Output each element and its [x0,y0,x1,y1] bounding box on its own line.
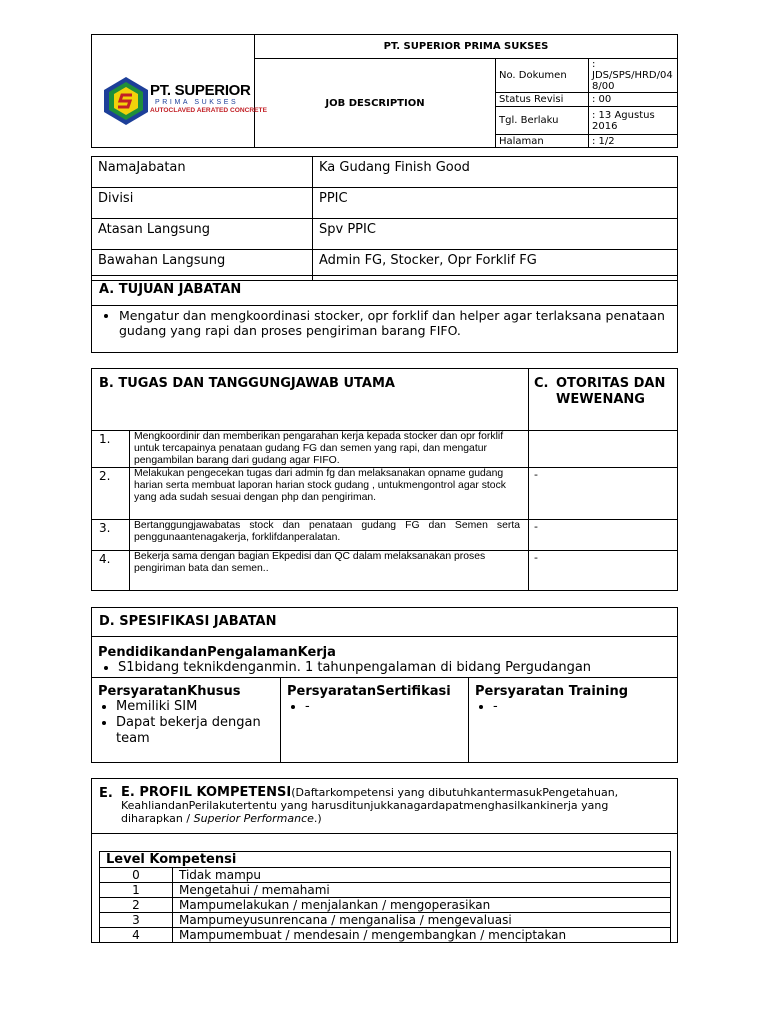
requirements-row [92,678,677,762]
task-row [92,431,678,468]
task-text: Mengkoordinir dan memberikan pengarahan kerja kepada stocker dan opr forklif untuk tercapainya penataan gudang FG dan semen yang rapi, dan mengatur pengambilan barang dari gudang agar FIFO. [130,431,529,468]
edu-bullet: • S1bidang teknikdenganmin. 1 tahunpengalaman di bidang Pergudangan [118,660,671,676]
document-header [91,34,678,148]
task-row [92,520,678,551]
task-row [92,468,678,520]
section-a-list [99,308,677,338]
section-b-title: B. TUGAS DAN TANGGUNGJAWAB UTAMA [92,369,529,431]
info-value: Admin FG, Stocker, Opr Forklif FG [313,250,678,281]
level-row [100,928,671,943]
sertifikasi-list [287,699,462,715]
meta-value: : JDS/SPS/HRD/04 8/00 [589,59,678,93]
info-label: Divisi [92,188,313,219]
sertifikasi-title: PersyaratanSertifikasi [287,684,451,699]
level-number: 1 [100,883,173,898]
section-e-desc-end: .) [313,812,322,825]
section-e-header [92,779,677,834]
khusus-item: • Memiliki SIM [116,699,274,715]
level-desc: Mampumelakukan / menjalankan / mengoperasikan [173,898,671,913]
task-text: Melakukan pengecekan tugas dari admin fg dan melaksanakan opname gudang harian serta membuat laporan harian stock gudang , untukmengontrol agar stock yang ada sudah sesuai dengan php dan pengiriman. [130,468,529,520]
section-a-bullet: • Mengatur dan mengkoordinasi stocker, opr forklif dan helper agar terlaksana penataan gudang yang rapi dan proses pengiriman barang FIFO. [119,308,677,338]
info-label: NamaJabatan [92,157,313,188]
meta-value: : 1/2 [589,135,678,148]
competency-level-table [99,851,671,943]
meta-value: : 13 Agustus 2016 [589,107,678,135]
khusus-title: PersyaratanKhusus [98,684,241,699]
task-number: 1. [92,431,130,468]
meta-label: Tgl. Berlaku [496,107,589,135]
task-authority: - [529,468,678,520]
level-number: 4 [100,928,173,943]
section-e-desc-italic: Superior Performance [193,812,314,825]
sertifikasi-item: • - [305,699,462,715]
section-e-desc: (Daftarkompetensi yang dibutuhkantermasukPengetahuan, KeahliandanPerilakutertentu yang harusditunjukkanagardapatmenghasilkankinerja yang diharapkan / [121,786,619,825]
task-authority: - [529,520,678,551]
level-row [100,883,671,898]
edu-block [92,637,677,678]
level-title: Level Kompetensi [100,852,671,868]
task-text: Bekerja sama dengan bagian Ekpedisi dan QC dalam melaksanakan proses pengiriman bata dan semen.. [130,551,529,591]
task-number: 2. [92,468,130,520]
task-number: 4. [92,551,130,591]
meta-label: No. Dokumen [496,59,589,93]
section-a-title: A. TUJUAN JABATAN [92,276,677,306]
level-number: 2 [100,898,173,913]
task-authority: - [529,551,678,591]
edu-title: PendidikandanPengalamanKerja [98,645,336,660]
meta-value: : 00 [589,93,678,107]
khusus-item: • Dapat bekerja dengan team [116,715,274,747]
info-label: Atasan Langsung [92,219,313,250]
training-list [475,699,671,715]
task-text: Bertanggungjawabatas stock dan penataan gudang FG dan Semen serta penggunaantenagakerja, forklifdanperalatan. [130,520,529,551]
info-value: PPIC [313,188,678,219]
edu-list [98,660,671,676]
meta-label: Halaman [496,135,589,148]
superior-logo-icon [103,76,149,126]
doc-title: JOB DESCRIPTION [255,59,496,148]
info-row [92,188,678,219]
company-name: PT. SUPERIOR PRIMA SUKSES [255,35,678,59]
level-number: 3 [100,913,173,928]
task-authority [529,431,678,468]
info-row [92,219,678,250]
section-e [91,778,678,943]
info-row [92,157,678,188]
position-info-table [91,156,678,281]
khusus-list [98,699,274,747]
section-e-text [121,786,670,833]
level-desc: Tidak mampu [173,868,671,883]
training-item: • - [493,699,671,715]
logo-subline: AUTOCLAVED AERATED CONCRETE [150,107,267,114]
sertifikasi-block [281,678,469,762]
section-e-title: E. PROFIL KOMPETENSI [121,785,292,800]
level-desc: Mengetahui / memahami [173,883,671,898]
info-value: Spv PPIC [313,219,678,250]
logo-name: PT. SUPERIOR [150,82,251,99]
level-row [100,913,671,928]
level-desc: Mampumembuat / mendesain / mengembangkan / menciptakan [173,928,671,943]
level-row [100,898,671,913]
section-a [91,275,678,353]
logo-cell [92,35,267,148]
khusus-block [92,678,281,762]
info-label: Bawahan Langsung [92,250,313,281]
level-row [100,868,671,883]
section-d [91,607,678,763]
meta-label: Status Revisi [496,93,589,107]
training-title: Persyaratan Training [475,684,629,699]
task-number: 3. [92,520,130,551]
level-desc: Mampumeyusunrencana / menganalisa / mengevaluasi [173,913,671,928]
info-value: Ka Gudang Finish Good [313,157,678,188]
section-b-table [91,368,678,591]
section-d-title: D. SPESIFIKASI JABATAN [92,608,677,637]
level-number: 0 [100,868,173,883]
section-e-letter: E. [99,786,113,801]
training-block [469,678,677,762]
logo-tagline: PRIMA SUKSES [155,99,239,106]
task-row [92,551,678,591]
section-c-title: C. OTORITAS DAN WEWENANG [529,369,678,431]
